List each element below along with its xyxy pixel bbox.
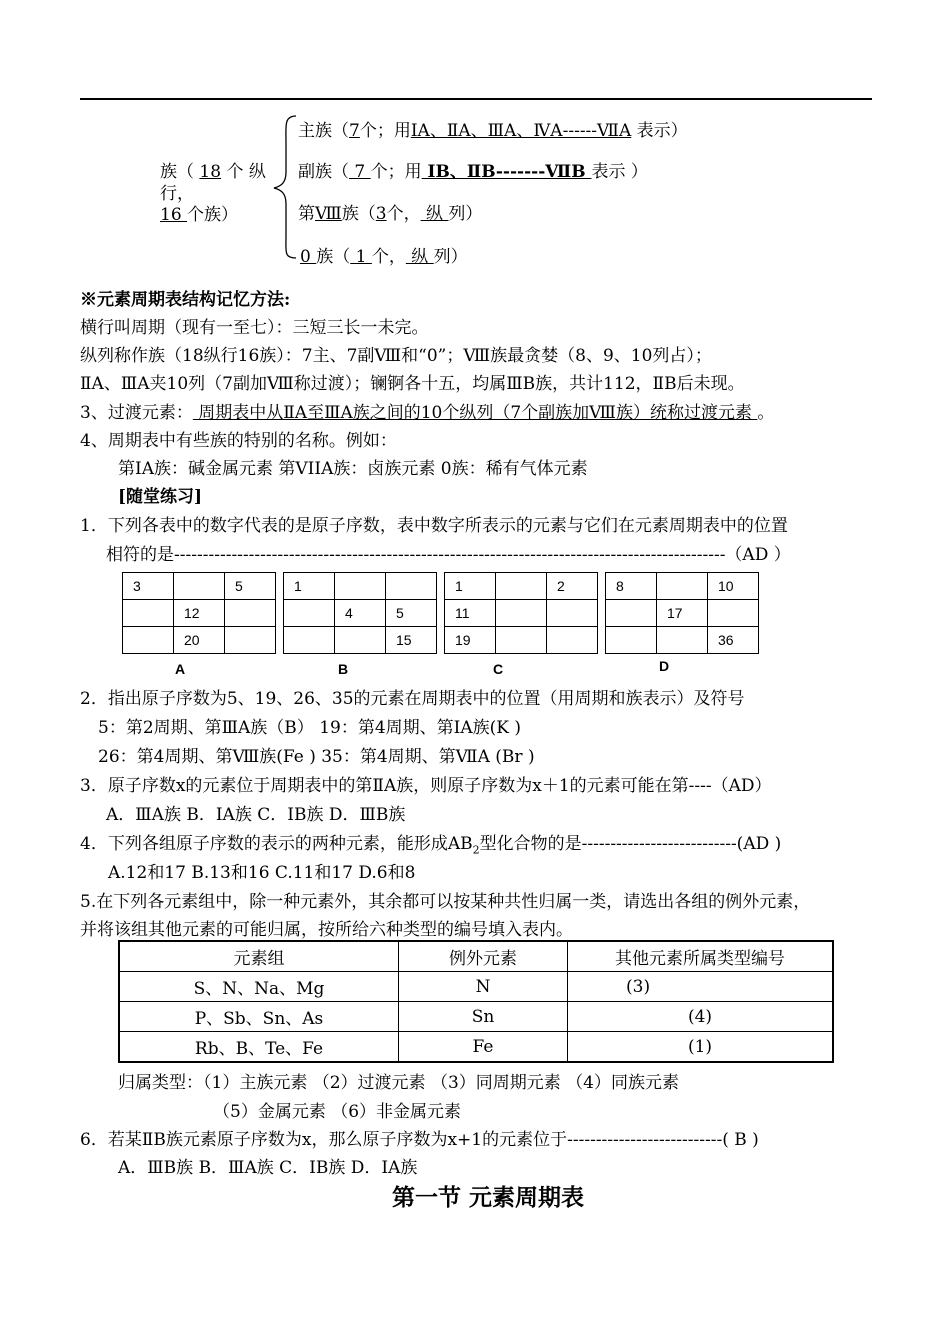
table-cell: Rb、B、Te、Fe bbox=[119, 1032, 399, 1063]
table-header: 元素组 bbox=[119, 941, 399, 972]
grid-cell bbox=[225, 627, 276, 654]
top-rule bbox=[80, 98, 872, 100]
grid-cell: 4 bbox=[335, 600, 386, 627]
branch-group-viii: 第Ⅷ族（3个， 纵 列） bbox=[298, 204, 483, 224]
grid-cell bbox=[284, 627, 335, 654]
q4-stem: 4．下列各组原子序数的表示的两种元素，能形成$AB_2$型化合物的是---------------------------(AD ) bbox=[80, 834, 782, 857]
grid-cell bbox=[496, 573, 547, 600]
grid-cell bbox=[123, 600, 174, 627]
q1-stem-line2: 相符的是------------------------------------------------------------------------------------------------（AD ） bbox=[106, 545, 791, 565]
q1-grid-a-label: A bbox=[175, 661, 186, 677]
q5-stem-line2: 并将该组其他元素的可能归属，按所给六种类型的编号填入表内。 bbox=[80, 920, 573, 940]
table-row bbox=[119, 972, 833, 1002]
table-header: 其他元素所属类型编号 bbox=[568, 941, 834, 972]
grid-cell: 5 bbox=[225, 573, 276, 600]
q1-grid-a bbox=[122, 572, 276, 654]
q2-stem: 2．指出原子序数为5、19、26、35的元素在周期表中的位置（用周期和族表示）及符号 bbox=[80, 689, 745, 709]
grid-cell bbox=[335, 573, 386, 600]
item-4: 4、周期表中有些族的特别的名称。例如： bbox=[80, 431, 397, 451]
grid-cell: 17 bbox=[657, 600, 708, 627]
q1-grid-b-label: B bbox=[338, 661, 349, 677]
grid-cell bbox=[123, 627, 174, 654]
brace-icon bbox=[270, 112, 300, 262]
grid-cell bbox=[547, 600, 598, 627]
branch-group-zero: 0 族（ 1 个， 纵 列） bbox=[300, 247, 468, 267]
branch-main-group: 主族（7个；用IA、ⅡA、ⅢA、ⅣA------ⅦA 表示） bbox=[298, 121, 688, 141]
q5-stem: 5.在下列各元素组中，除一种元素外，其余都可以按某种共性归属一类，请选出各组的例外元素， bbox=[80, 892, 811, 912]
grid-cell: 20 bbox=[174, 627, 225, 654]
grid-cell bbox=[606, 600, 657, 627]
table-header: 例外元素 bbox=[399, 941, 568, 972]
q1-grid-d bbox=[605, 572, 759, 654]
q6-stem: 6．若某ⅡB族元素原子序数为x，那么原子序数为x+1的元素位于---------------------------( B ) bbox=[80, 1130, 759, 1150]
table-cell: Fe bbox=[399, 1032, 568, 1063]
structure-left-line1: 族（ 18 个 纵 bbox=[160, 162, 266, 182]
grid-cell: 3 bbox=[123, 573, 174, 600]
table-cell: (3) bbox=[568, 972, 834, 1002]
q1-grid-c bbox=[444, 572, 598, 654]
q3-stem: 3．原子序数x的元素位于周期表中的第ⅡA族，则原子序数为x＋1的元素可能在第----（AD） bbox=[80, 776, 772, 796]
grid-cell bbox=[386, 573, 437, 600]
q1-grid-c-label: C bbox=[493, 661, 504, 677]
grid-cell: 8 bbox=[606, 573, 657, 600]
q5-answer-table bbox=[118, 940, 834, 1063]
practice-title: [随堂练习] bbox=[118, 487, 203, 507]
grid-cell: 5 bbox=[386, 600, 437, 627]
grid-cell: 1 bbox=[445, 573, 496, 600]
table-row bbox=[119, 1032, 833, 1063]
structure-left-line3: 16 个族） bbox=[160, 205, 239, 225]
grid-cell: 2 bbox=[547, 573, 598, 600]
grid-cell bbox=[496, 627, 547, 654]
table-cell: P、Sb、Sn、As bbox=[119, 1002, 399, 1032]
memory-title: ※元素周期表结构记忆方法: bbox=[80, 290, 291, 310]
section-title: 第一节 元素周期表 bbox=[392, 1184, 585, 1211]
grid-cell bbox=[335, 627, 386, 654]
q1-stem: 1．下列各表中的数字代表的是原子序数，表中数字所表示的元素与它们在元素周期表中的位置 bbox=[80, 516, 788, 536]
grid-cell: 36 bbox=[708, 627, 759, 654]
memory-line2: 纵列称作族（18纵行16族）：7主、7副Ⅷ和“0”；Ⅷ族最贪婪（8、9、10列占）； bbox=[80, 346, 712, 366]
table-cell: S、N、Na、Mg bbox=[119, 972, 399, 1002]
q5-types-line2: （5）金属元素 （6）非金属元素 bbox=[213, 1102, 462, 1122]
grid-cell bbox=[657, 627, 708, 654]
table-row bbox=[119, 1002, 833, 1032]
grid-cell: 19 bbox=[445, 627, 496, 654]
q4-options: A.12和17 B.13和16 C.11和17 D.6和8 bbox=[108, 863, 416, 883]
grid-cell: 11 bbox=[445, 600, 496, 627]
item-4-examples: 第IA族：碱金属元素 第VIIA族：卤族元素 0族：稀有气体元素 bbox=[118, 459, 588, 479]
q2-answer-2: 26：第4周期、第Ⅷ族(Fe ) 35：第4周期、第ⅦA (Br ) bbox=[98, 747, 535, 767]
grid-cell bbox=[657, 573, 708, 600]
table-cell: Sn bbox=[399, 1002, 568, 1032]
table-row bbox=[119, 941, 833, 972]
table-cell: N bbox=[399, 972, 568, 1002]
q2-answer-1: 5：第2周期、第ⅢA族（B） 19：第4周期、第IA族(K ) bbox=[98, 718, 522, 738]
structure-left-line2: 行， bbox=[160, 184, 194, 204]
table-cell: (4) bbox=[568, 1002, 834, 1032]
grid-cell bbox=[606, 627, 657, 654]
q5-types-line1: 归属类型：（1）主族元素 （2）过渡元素 （3）同周期元素 （4）同族元素 bbox=[118, 1073, 679, 1093]
q1-grid-d-label: D bbox=[659, 658, 670, 674]
grid-cell bbox=[174, 573, 225, 600]
branch-sub-group: 副族（ 7 个；用 IB、ⅡB-------ⅦB 表示 ） bbox=[298, 162, 648, 182]
grid-cell: 15 bbox=[386, 627, 437, 654]
item-3: 3、过渡元素： 周期表中从ⅡA至ⅢA族之间的10个纵列（7个副族加Ⅷ族）统称过渡元素 。 bbox=[80, 403, 775, 423]
grid-cell: 10 bbox=[708, 573, 759, 600]
memory-line1: 横行叫周期（现有一至七）：三短三长一未完。 bbox=[80, 318, 429, 338]
grid-cell bbox=[708, 600, 759, 627]
grid-cell bbox=[225, 600, 276, 627]
grid-cell: 12 bbox=[174, 600, 225, 627]
q1-grid-b bbox=[283, 572, 437, 654]
q3-options: A．ⅢA族 B．ⅠA族 C．ⅠB族 D．ⅢB族 bbox=[106, 805, 406, 825]
grid-cell bbox=[496, 600, 547, 627]
grid-cell bbox=[284, 600, 335, 627]
grid-cell bbox=[547, 627, 598, 654]
memory-line3: ⅡA、ⅢA夹10列（7副加Ⅷ称过渡）；镧锕各十五，均属ⅢB族，共计112，ⅡB后未现。 bbox=[80, 374, 745, 394]
table-cell: (1) bbox=[568, 1032, 834, 1063]
grid-cell: 1 bbox=[284, 573, 335, 600]
q6-options: A．ⅢB族 B．ⅢA族 C．ⅠB族 D．ⅠA族 bbox=[118, 1158, 418, 1178]
